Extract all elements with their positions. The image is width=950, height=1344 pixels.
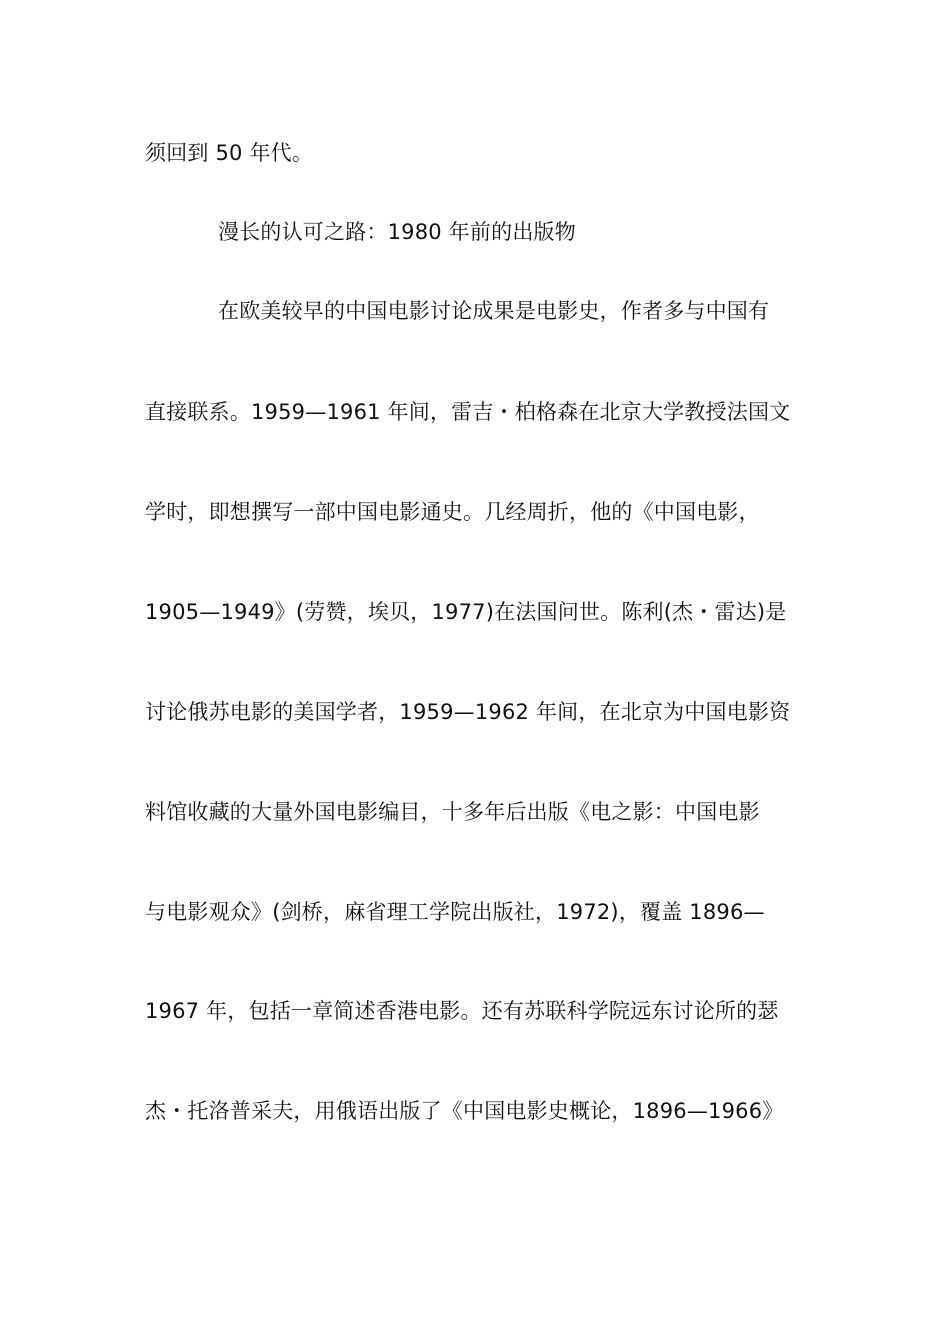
body-line: 料馆收藏的大量外国电影编目，十多年后出版《电之影：中国电影	[145, 800, 760, 824]
body-line: 在欧美较早的中国电影讨论成果是电影史，作者多与中国有	[218, 299, 770, 323]
body-line: 杰・托洛普采夫，用俄语出版了《中国电影史概论，1896—1966》	[145, 1099, 784, 1123]
body-line: 直接联系。1959—1961 年间，雷吉・柏格森在北京大学教授法国文	[145, 400, 791, 424]
body-line: 1905—1949》(劳赞，埃贝，1977)在法国问世。陈利(杰・雷达)是	[145, 600, 787, 624]
paragraph-end-line: 须回到 50 年代。	[145, 141, 314, 165]
body-line: 1967 年，包括一章简述香港电影。还有苏联科学院远东讨论所的瑟	[145, 999, 779, 1023]
section-heading: 漫长的认可之路：1980 年前的出版物	[218, 220, 576, 244]
body-line: 讨论俄苏电影的美国学者，1959—1962 年间，在北京为中国电影资	[145, 700, 791, 724]
body-line: 与电影观众》(剑桥，麻省理工学院出版社，1972)，覆盖 1896—	[145, 900, 765, 924]
body-line: 学时，即想撰写一部中国电影通史。几经周折，他的《中国电影，	[145, 500, 760, 524]
